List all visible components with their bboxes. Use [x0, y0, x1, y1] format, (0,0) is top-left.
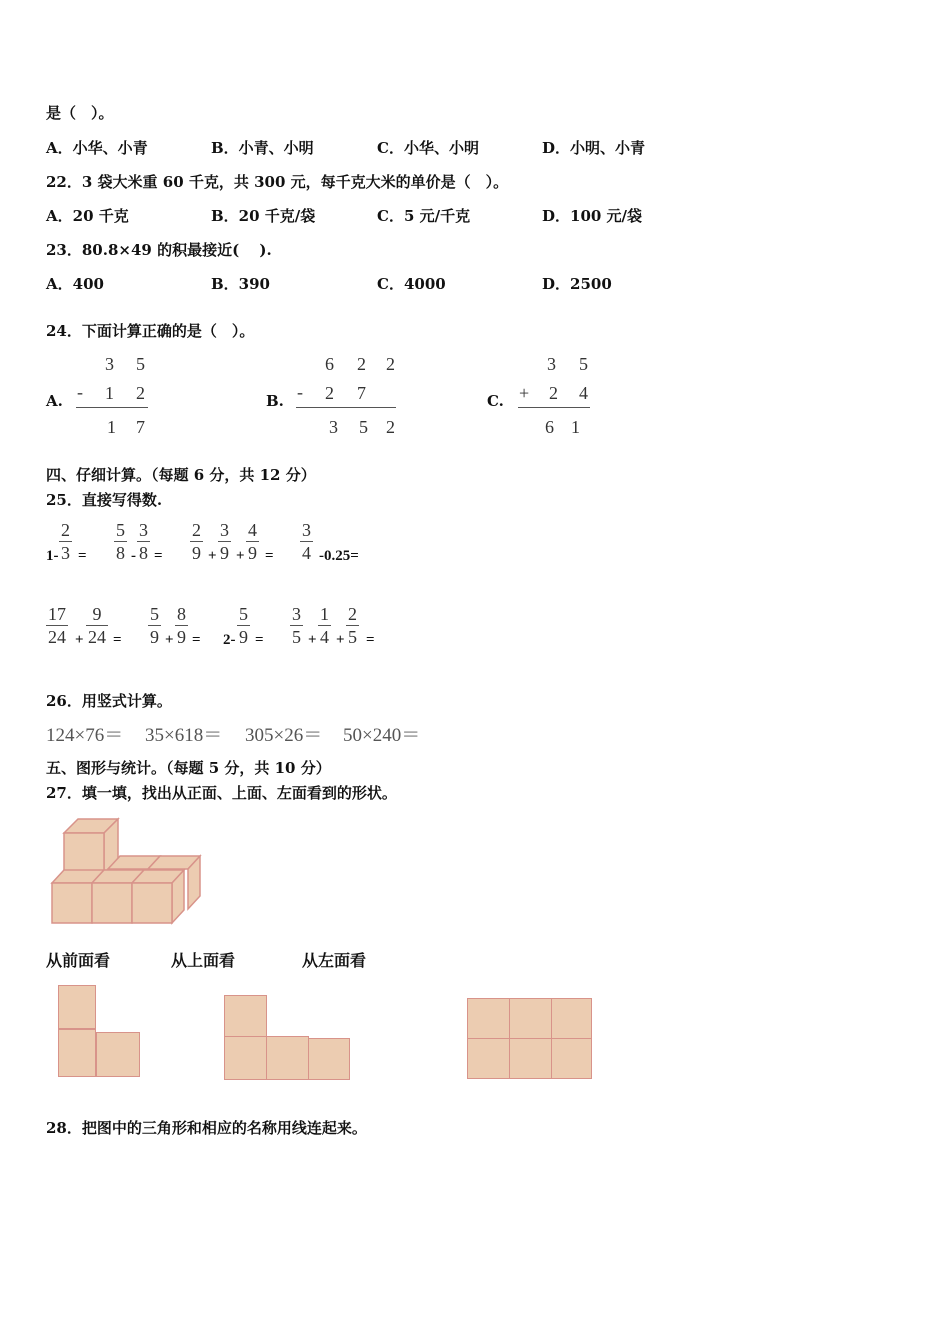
numerator: 8 [177, 604, 186, 624]
cube-face-front [64, 833, 104, 873]
q25-stem: 25．直接写得数. [46, 491, 163, 509]
square-cell [58, 1029, 96, 1077]
q24-b-top-digit: 6 [325, 354, 334, 374]
q25-fraction [237, 603, 250, 648]
square-cell [266, 1036, 309, 1080]
q24-label-a: A. [46, 392, 63, 410]
denominator: 5 [292, 627, 301, 647]
q25-equals: = [366, 632, 375, 648]
numerator: 5 [116, 520, 125, 540]
view-label-left: 从左面看 [302, 951, 367, 970]
q24-label-c: C. [487, 392, 504, 410]
q24-b-result-digit: 2 [386, 417, 395, 437]
q24-b-top-digit: 2 [386, 354, 395, 374]
q21-option-a: A．小华、小青 [46, 139, 148, 157]
q25-operator: + [236, 548, 245, 564]
numerator: 3 [139, 520, 148, 540]
denominator: 9 [177, 627, 186, 647]
numerator: 3 [302, 520, 311, 540]
q25-equals: = [265, 548, 274, 564]
view-label-front: 从前面看 [46, 951, 111, 970]
q24-a-mid-digit: 2 [136, 383, 145, 403]
q24-c-result-digit: 1 [571, 417, 580, 437]
cube-face-front [52, 883, 92, 923]
denominator: 9 [220, 543, 229, 563]
q24-b-result-digit: 5 [359, 417, 368, 437]
q26-stem: 26．用竖式计算。 [46, 692, 172, 710]
q25-fraction [346, 603, 359, 648]
numerator: 9 [92, 604, 102, 624]
denominator: 4 [302, 543, 311, 563]
q21-option-c: C．小华、小明 [377, 139, 479, 157]
q26-item: 305×26＝ [245, 725, 323, 746]
square-cell [551, 998, 592, 1039]
q25-r1e1-prefix: 1- [46, 548, 59, 564]
q24-c-result-digit: 6 [545, 417, 554, 437]
q25-fraction [318, 603, 331, 648]
denominator: 8 [116, 543, 125, 563]
numerator: 5 [150, 604, 159, 624]
numerator: 3 [292, 604, 301, 624]
q25-fraction [137, 519, 150, 564]
square-cell [224, 995, 267, 1038]
q25-fraction [86, 603, 108, 648]
square-cell [96, 1032, 140, 1077]
q23-option-c: C．4000 [377, 275, 446, 293]
numerator: 3 [220, 520, 229, 540]
q22-stem: 22．3 袋大米重 60 千克，共 300 元，每千克大米的单价是（ ）。 [46, 173, 509, 191]
q23-option-b: B．390 [211, 275, 270, 293]
denominator: 9 [239, 627, 248, 647]
view-label-top: 从上面看 [171, 951, 236, 970]
denominator: 24 [48, 627, 66, 647]
q24-a-result-digit: 1 [107, 417, 116, 437]
q25-fraction [246, 519, 259, 564]
q25-operator: + [75, 632, 84, 648]
q25-fraction [148, 603, 161, 648]
q25-operator: + [336, 632, 345, 648]
q23-stem: 23．80.8×49 的积最接近( ). [46, 241, 272, 259]
q22-option-c: C．5 元/千克 [377, 207, 471, 225]
section-5-title: 五、图形与统计。（每题 5 分，共 10 分） [46, 759, 331, 777]
cube-face-front [132, 883, 172, 923]
q25-fraction [190, 519, 203, 564]
numerator: 2 [348, 604, 357, 624]
q25-fraction [175, 603, 188, 648]
q26-item: 35×618＝ [145, 725, 223, 746]
q25-fraction [300, 519, 313, 564]
square-cell [509, 1038, 552, 1079]
square-cell [224, 1036, 267, 1080]
q25-operator: - [131, 548, 136, 564]
denominator: 24 [88, 627, 106, 647]
q24-b-rule [296, 407, 396, 408]
q23-option-d: D．2500 [542, 275, 612, 293]
q24-c-rule [518, 407, 590, 408]
q22-option-d: D．100 元/袋 [542, 207, 643, 225]
q25-equals: = [113, 632, 122, 648]
q25-operator: + [208, 548, 217, 564]
q21-option-d: D．小明、小青 [542, 139, 646, 157]
q21-option-b: B．小青、小明 [211, 139, 314, 157]
q25-fraction [46, 603, 68, 648]
q25-fraction [218, 519, 231, 564]
numerator: 2 [192, 520, 201, 540]
square-cell [509, 998, 552, 1039]
denominator: 9 [248, 543, 257, 563]
square-cell [467, 1038, 510, 1079]
q25-operator: + [308, 632, 317, 648]
numerator: 4 [248, 520, 257, 540]
denominator: 8 [139, 543, 148, 563]
denominator: 9 [192, 543, 201, 563]
q23-option-a: A．400 [46, 275, 104, 293]
q24-b-top-digit: 2 [357, 354, 366, 374]
numerator: 5 [239, 604, 248, 624]
q24-label-b: B. [266, 392, 284, 410]
numerator: 2 [61, 520, 70, 540]
q25-equals: = [255, 632, 264, 648]
q24-c-operator: + [519, 383, 530, 403]
q25-r1e4-suffix: -0.25= [319, 548, 359, 564]
q25-operator: + [165, 632, 174, 648]
q24-b-mid-digit: 2 [325, 383, 334, 403]
q22-option-a: A．20 千克 [46, 207, 129, 225]
q21-stem-tail: 是（ ）。 [46, 104, 114, 122]
numerator: 1 [320, 604, 329, 624]
q24-c-top-digit: 5 [579, 354, 588, 374]
q28-stem: 28．把图中的三角形和相应的名称用线连起来。 [46, 1119, 367, 1137]
q25-fraction [114, 519, 127, 564]
q24-a-result-digit: 7 [136, 417, 145, 437]
denominator: 4 [320, 627, 329, 647]
square-cell [58, 985, 96, 1029]
q26-item: 124×76＝ [46, 725, 124, 746]
q25-r2e3-prefix: 2- [223, 632, 236, 648]
q22-option-b: B．20 千克/袋 [211, 207, 316, 225]
square-cell [308, 1038, 350, 1080]
q24-a-mid-digit: 1 [105, 383, 114, 403]
q27-stem: 27．填一填，找出从正面、上面、左面看到的形状。 [46, 784, 397, 802]
q25-equals: = [78, 548, 87, 564]
q25-equals: = [154, 548, 163, 564]
q25-fraction [290, 603, 303, 648]
q24-b-mid-digit: 7 [357, 383, 366, 403]
q24-a-rule [76, 407, 148, 408]
q25-fraction [59, 519, 72, 564]
q24-b-operator: - [297, 382, 303, 402]
q24-c-mid-digit: 2 [549, 383, 558, 403]
cube-face-front [92, 883, 132, 923]
denominator: 3 [61, 543, 70, 563]
cube-stack-figure [48, 814, 208, 930]
q24-a-top-digit: 3 [105, 354, 114, 374]
numerator: 17 [48, 604, 66, 624]
square-cell [467, 998, 510, 1039]
q24-stem: 24．下面计算正确的是（ ）。 [46, 322, 255, 340]
section-4-title: 四、仔细计算。（每题 6 分，共 12 分） [46, 466, 316, 484]
q24-c-mid-digit: 4 [579, 383, 588, 403]
square-cell [551, 1038, 592, 1079]
denominator: 5 [348, 627, 357, 647]
q24-a-operator: - [77, 382, 83, 402]
q25-equals: = [192, 632, 201, 648]
denominator: 9 [150, 627, 159, 647]
q26-item: 50×240＝ [343, 725, 421, 746]
q24-a-top-digit: 5 [136, 354, 145, 374]
q24-c-top-digit: 3 [547, 354, 556, 374]
q24-b-result-digit: 3 [329, 417, 338, 437]
